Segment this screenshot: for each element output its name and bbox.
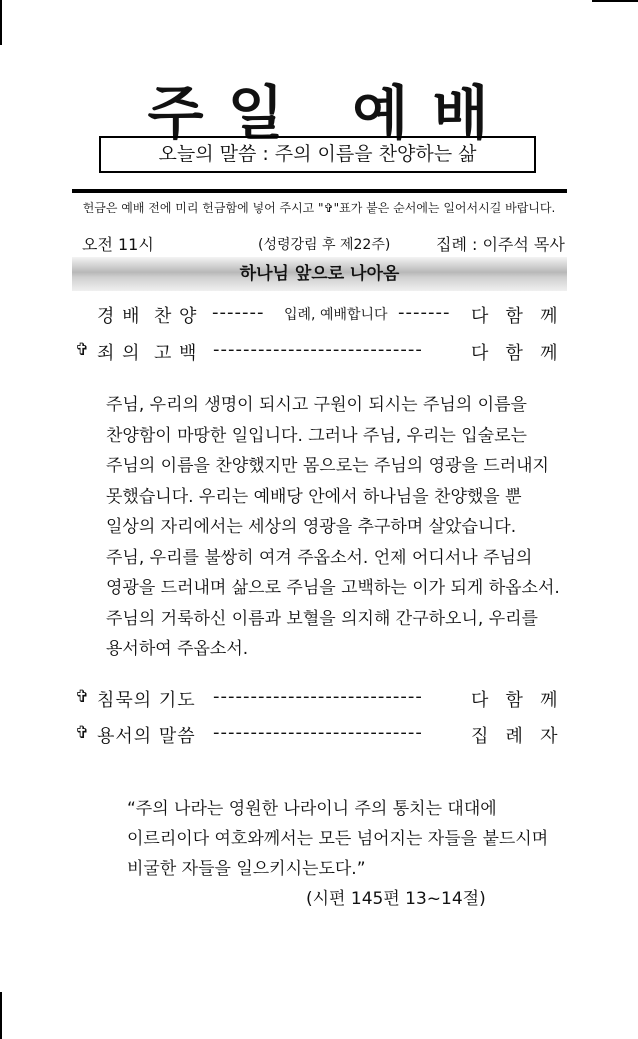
leader-dashes: ---------------------------- xyxy=(213,722,423,743)
order-item-performer: 다 함 께 xyxy=(471,306,558,327)
service-time: 오전 11시 xyxy=(82,235,154,254)
prayer-line: 영광을 드러내며 삶으로 주님을 고백하는 이가 되게 하옵소서. xyxy=(106,578,560,598)
scripture-quote xyxy=(127,794,548,884)
order-item-name: 죄 의 고 백 xyxy=(97,343,198,364)
prayer-line: 용서하여 주옵소서. xyxy=(106,639,249,659)
order-item xyxy=(75,339,565,363)
standing-cross-icon: ✞ xyxy=(75,340,90,360)
prayer-line: 주님의 거룩하신 이름과 보혈을 의지해 간구하오니, 우리를 xyxy=(106,608,538,629)
quote-line: “주의 나라는 영원한 나라이니 주의 통치는 대대에 xyxy=(127,799,497,819)
order-item-performer: 다 함 께 xyxy=(471,343,558,364)
standing-cross-icon: ✞ xyxy=(75,687,90,707)
order-item-name: 용서의 말씀 xyxy=(97,726,196,747)
prayer-line: 주님, 우리를 불쌍히 여겨 주옵소서. 언제 어디서나 주님의 xyxy=(106,547,533,568)
crop-mark xyxy=(592,0,638,2)
order-item-note: 입례, 예배합니다 xyxy=(284,307,388,323)
standing-cross-icon: ✞ xyxy=(75,723,90,743)
quote-line: 비굴한 자들을 일으키시는도다.” xyxy=(127,859,366,879)
quote-line: 이르리이다 여호와께서는 모든 넘어지는 자들을 붙드시며 xyxy=(127,829,549,849)
prayer-line: 찬양함이 마땅한 일입니다. 그러나 주님, 우리는 입술로는 xyxy=(106,425,527,446)
crop-mark xyxy=(0,992,2,1039)
order-item-name: 경 배 찬 양 xyxy=(97,306,198,327)
prayer-line: 일상의 자리에서는 세상의 영광을 추구하며 살았습니다. xyxy=(106,517,517,537)
leader-dashes: ---------------------------- xyxy=(213,339,423,360)
prayer-line: 주님의 이름을 찬양했지만 몸으로는 주님의 영광을 드러내지 xyxy=(106,456,549,476)
verse-box: 오늘의 말씀 : 주의 이름을 찬양하는 삶 xyxy=(99,136,536,173)
prayer-line: 못했습니다. 우리는 예배당 안에서 하나님을 찬양했을 뿐 xyxy=(106,486,522,507)
order-item-performer: 집 례 자 xyxy=(471,726,558,747)
service-leader: 집례 : 이주석 목사 xyxy=(436,235,565,254)
liturgical-week: (성령강림 후 제22주) xyxy=(258,237,391,253)
section-title: 하나님 앞으로 나아옴 xyxy=(72,257,567,291)
leader-dashes: ---------------------------- xyxy=(213,686,423,707)
scripture-reference: (시편 145편 13~14절) xyxy=(306,889,486,909)
confession-prayer xyxy=(106,390,560,665)
prayer-line: 주님, 우리의 생명이 되시고 구원이 되시는 주님의 이름을 xyxy=(106,395,527,415)
order-item xyxy=(75,722,565,746)
page-title: 주 일 예 배 xyxy=(147,79,491,147)
offering-notice: 헌금은 예배 전에 미리 헌금함에 넣어 주시고 "✞"표가 붙은 순서에는 일어서시길 바랍니다. xyxy=(82,201,556,215)
leader-dashes: ------- xyxy=(398,302,451,323)
leader-dashes: ------- xyxy=(212,302,265,323)
crop-mark xyxy=(0,0,2,45)
order-item-name: 침묵의 기도 xyxy=(97,690,196,711)
divider xyxy=(72,189,567,193)
order-item-performer: 다 함 께 xyxy=(471,690,558,711)
order-item xyxy=(75,302,565,326)
order-item xyxy=(75,686,565,710)
